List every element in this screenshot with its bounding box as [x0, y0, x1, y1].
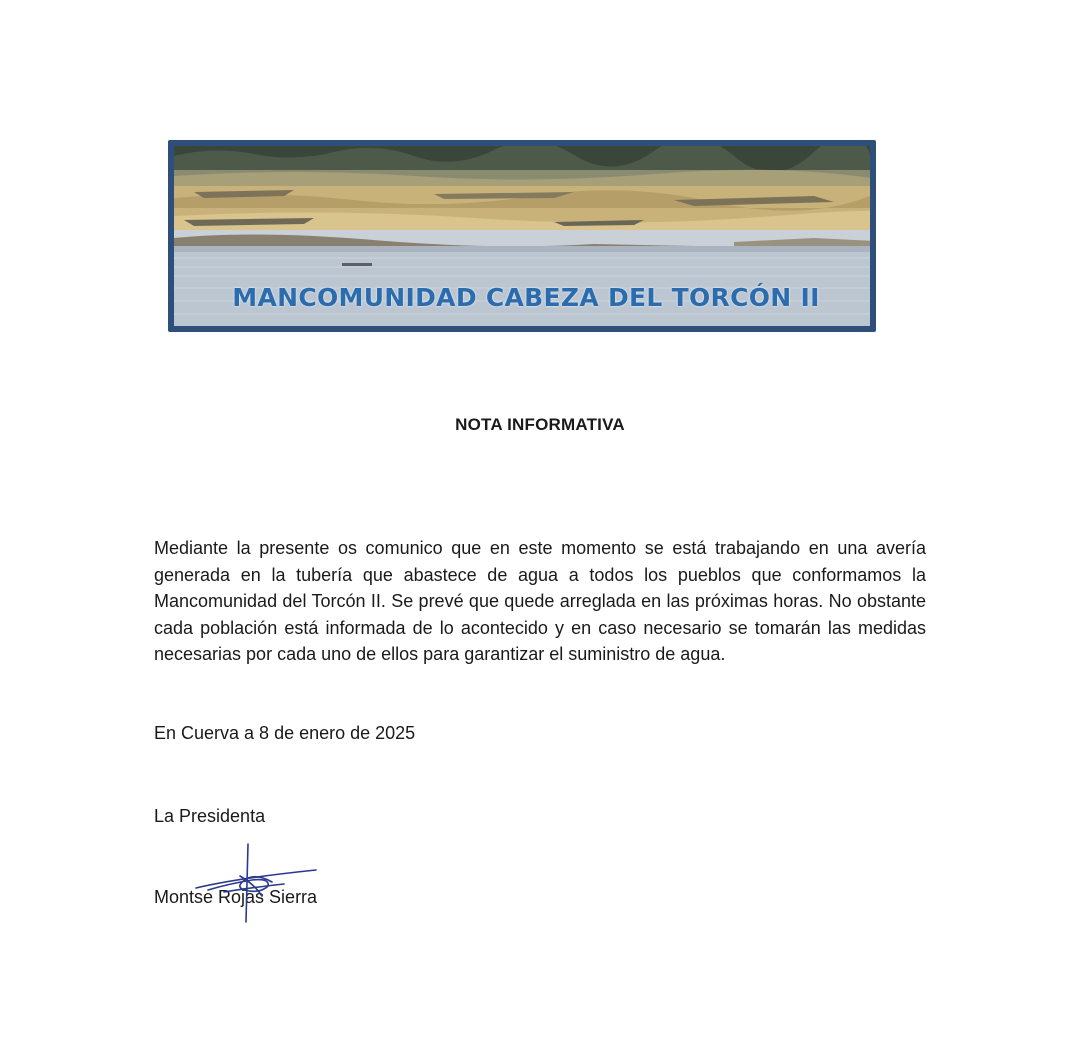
- handwritten-signature: [188, 840, 328, 930]
- signatory-role: La Presidenta: [154, 806, 266, 826]
- document-body: Mediante la presente os comunico que en este momento se está trabajando en una avería generada en la tubería que abastece de agua a todos los pueblos que conformamos la Mancomunidad del Torcón II. Se prevé que quede arreglada en las próximas horas. No obstante cada población está informada de lo acontecido y en caso necesario se tomarán las medidas necesarias por cada uno de ellos para garantizar el suministro de agua.: [154, 538, 926, 664]
- signatory-name: Montse Rojas Sierra: [154, 887, 318, 907]
- date-line: En Cuerva a 8 de enero de 2025: [154, 723, 416, 743]
- banner-title: MANCOMUNIDAD CABEZA DEL TORCÓN II: [232, 283, 820, 312]
- header-banner: [168, 140, 876, 332]
- document-heading: NOTA INFORMATIVA: [455, 415, 625, 434]
